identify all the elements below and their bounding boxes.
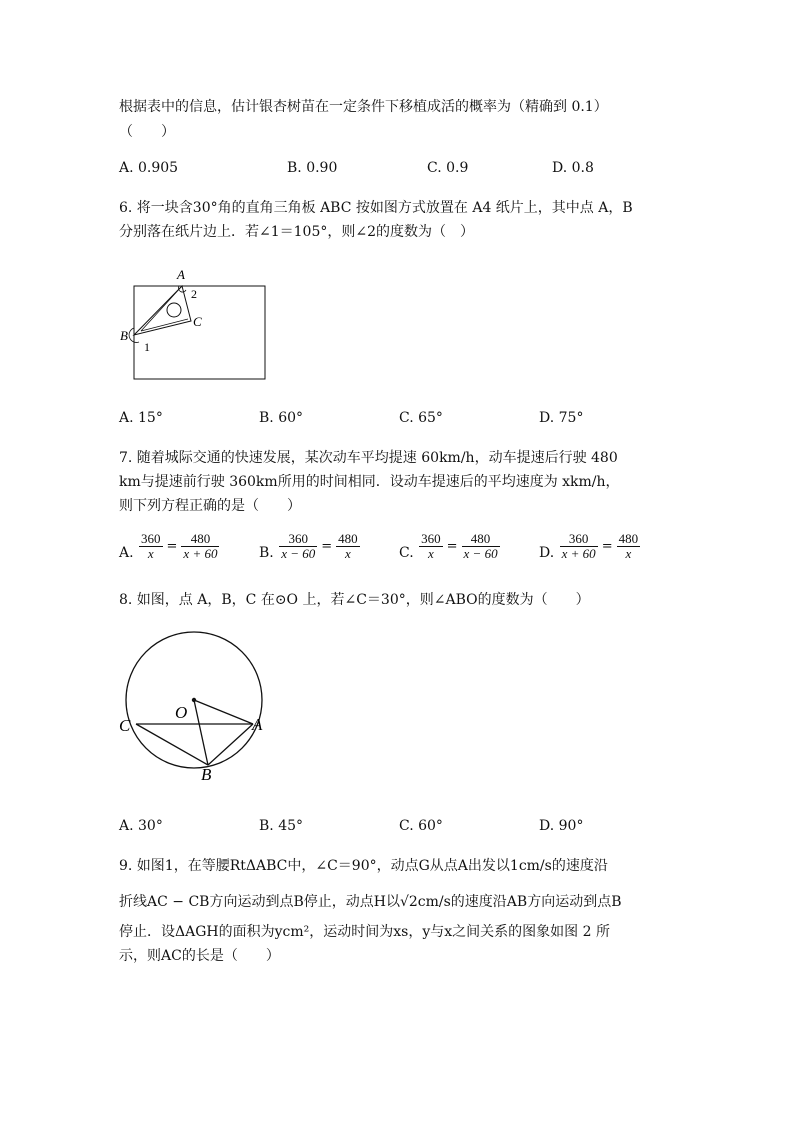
label-b: B <box>120 328 128 343</box>
option-letter: C. <box>399 545 414 561</box>
q7-text-line3: 则下列方程正确的是（ ） <box>119 498 301 514</box>
label-a: A <box>252 715 263 734</box>
triangle-abc <box>134 286 191 335</box>
q8-option-c: C. 60° <box>399 818 443 834</box>
q5-options <box>119 160 679 182</box>
q5-option-d: D. 0.8 <box>552 160 594 176</box>
denominator: x <box>427 546 434 561</box>
q7-option-a <box>119 532 220 561</box>
q5-option-b: B. 0.90 <box>287 160 338 176</box>
q6-options <box>119 410 679 432</box>
q6-option-d: D. 75° <box>539 410 584 426</box>
q6-option-a: A. 15° <box>119 410 163 426</box>
q8-figure <box>112 628 272 788</box>
numerator: 480 <box>462 532 500 547</box>
equals-sign: = <box>446 539 458 554</box>
label-c: C <box>119 716 131 735</box>
q5-option-c: C. 0.9 <box>427 160 469 176</box>
option-letter: A. <box>119 545 134 561</box>
fraction-right <box>336 532 360 561</box>
numerator: 360 <box>141 531 161 546</box>
denominator: x + 60 <box>561 546 596 561</box>
q9-text-line1: 9. 如图1，在等腰RtΔABC中，∠C＝90°，动点G从点A出发以1cm/s的速度沿 <box>119 858 608 874</box>
q7-option-d <box>539 532 641 561</box>
denominator: x <box>625 546 632 561</box>
numerator: 480 <box>181 532 219 547</box>
q6-text-line2: 分别落在纸片边上．若∠1＝105°，则∠2的度数为（ ） <box>119 224 474 240</box>
option-letter: D. <box>539 545 555 561</box>
q6-option-c: C. 65° <box>399 410 443 426</box>
equals-sign: = <box>166 539 178 554</box>
q9-text-line4: 示，则AC的长是（ ） <box>119 948 280 964</box>
triangle-hole <box>167 303 181 317</box>
q8-option-b: B. 45° <box>259 818 304 834</box>
label-1: 1 <box>144 340 150 354</box>
chord-cb <box>136 724 208 765</box>
fraction-right <box>462 532 500 561</box>
q9-text-line3: 停止．设ΔAGH的面积为ycm²，运动时间为xs，y与x之间关系的图象如图 2 所 <box>119 924 610 940</box>
q5-option-a: A. 0.905 <box>119 160 179 176</box>
fraction-right <box>181 532 219 561</box>
option-letter: B. <box>259 545 274 561</box>
q7-options <box>119 532 679 568</box>
fraction-right <box>617 532 641 561</box>
q8-option-d: D. 90° <box>539 818 584 834</box>
denominator: x <box>147 546 154 561</box>
q8-text-line1: 8. 如图，点 A，B，C 在⊙O 上，若∠C＝30°，则∠ABO的度数为（ ） <box>119 592 590 608</box>
fraction-left <box>139 532 163 561</box>
denominator: x − 60 <box>281 546 316 561</box>
q7-option-b <box>259 532 361 561</box>
fraction-left <box>560 532 598 561</box>
q8-options <box>119 818 679 840</box>
q9-text-line2: 折线AC − CB方向运动到点B停止，动点H以√2cm/s的速度沿AB方向运动到点B <box>119 894 622 910</box>
q5-text-line2: （ ） <box>119 124 175 140</box>
q7-option-c <box>399 532 501 561</box>
label-b: B <box>201 765 212 784</box>
label-o: O <box>175 703 188 722</box>
q5-text-line1: 根据表中的信息，估计银杏树苗在一定条件下移植成活的概率为（精确到 0.1） <box>119 99 608 115</box>
numerator: 360 <box>421 531 441 546</box>
q6-figure <box>110 262 280 387</box>
label-c: C <box>193 314 202 329</box>
segment-ob <box>194 700 208 765</box>
label-2: 2 <box>191 287 197 301</box>
denominator: x <box>345 546 351 561</box>
numerator: 480 <box>338 531 358 546</box>
segment-oa <box>194 700 253 724</box>
equals-sign: = <box>321 539 333 554</box>
q7-text-line2: km与提速前行驶 360km所用的时间相同．设动车提速后的平均速度为 xkm/h， <box>119 474 620 490</box>
denominator: x + 60 <box>183 546 218 561</box>
numerator: 360 <box>279 532 317 547</box>
q8-option-a: A. 30° <box>119 818 163 834</box>
fraction-left <box>279 532 317 561</box>
label-a: A <box>177 267 185 282</box>
center-point-o <box>192 698 196 702</box>
numerator: 360 <box>560 532 598 547</box>
a4-paper-rect <box>134 286 265 379</box>
equals-sign: = <box>601 539 613 554</box>
numerator: 480 <box>618 531 639 546</box>
q7-text-line1: 7. 随着城际交通的快速发展，某次动车平均提速 60km/h，动车提速后行驶 480 <box>119 450 618 466</box>
fraction-left <box>419 532 443 561</box>
q6-option-b: B. 60° <box>259 410 304 426</box>
q6-text-line1: 6. 将一块含30°角的直角三角板 ABC 按如图方式放置在 A4 纸片上，其中点 A，B <box>119 200 633 216</box>
denominator: x − 60 <box>463 546 498 561</box>
